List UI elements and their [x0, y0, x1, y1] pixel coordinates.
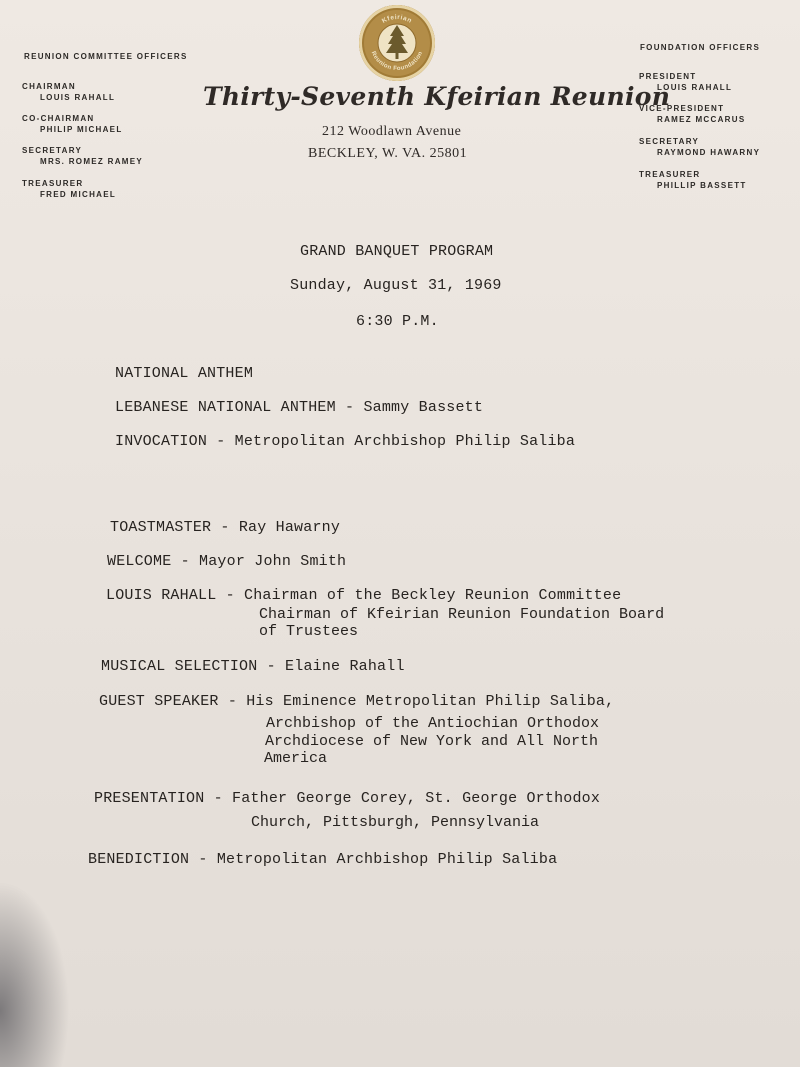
committee-name: LOUIS RAHALL: [40, 93, 116, 102]
committee-role: CO-CHAIRMAN: [22, 114, 95, 123]
address-city: BECKLEY, W. VA. 25801: [308, 146, 468, 161]
program-item-detail: Archdiocese of New York and All North: [265, 733, 599, 750]
committee-heading: REUNION COMMITTEE OFFICERS: [24, 52, 188, 61]
foundation-role: PRESIDENT: [639, 72, 697, 81]
program-item: LEBANESE NATIONAL ANTHEM - Sammy Bassett: [115, 399, 484, 416]
reunion-title: Thirty-Seventh Kfeirian Reunion: [203, 82, 671, 111]
program-item-label: LEBANESE NATIONAL ANTHEM: [115, 399, 336, 416]
seal-bottom-text: Reunion Foundation: [369, 50, 425, 73]
foundation-role: TREASURER: [639, 170, 701, 179]
foundation-seal: [359, 5, 435, 81]
program-item-detail: Church, Pittsburgh, Pennsylvania: [251, 814, 540, 831]
foundation-role: SECRETARY: [639, 137, 700, 146]
seal-top-text: Kfeirian: [380, 13, 414, 25]
program-item-label: INVOCATION: [115, 433, 208, 450]
address-street: 212 Woodlawn Avenue: [322, 124, 462, 139]
program-item-detail: Sammy Bassett: [363, 399, 484, 416]
program-item-detail: Mayor John Smith: [199, 553, 347, 570]
program-item-label: LOUIS RAHALL: [106, 587, 217, 604]
program-item-detail: Chairman of Kfeirian Reunion Foundation Board: [259, 606, 665, 623]
committee-role: SECRETARY: [22, 146, 83, 155]
program-item-detail: His Eminence Metropolitan Philip Saliba,: [246, 693, 615, 710]
program-item-detail: America: [264, 750, 328, 767]
program-time: 6:30 P.M.: [356, 313, 439, 330]
program-item: WELCOME - Mayor John Smith: [107, 553, 347, 570]
program-item-detail: Elaine Rahall: [285, 658, 405, 675]
foundation-role: VICE-PRESIDENT: [639, 104, 725, 113]
program-item-detail: Metropolitan Archbishop Philip Saliba: [234, 433, 576, 450]
program-item: BENEDICTION - Metropolitan Archbishop Philip Saliba: [88, 851, 558, 868]
program-item: PRESENTATION - Father George Corey, St. George Orthodox: [94, 790, 601, 807]
program-item-label: NATIONAL ANTHEM: [115, 365, 254, 382]
photo-shadow: [0, 880, 70, 1067]
program-item: TOASTMASTER - Ray Hawarny: [110, 519, 341, 536]
foundation-name: PHILLIP BASSETT: [657, 181, 747, 190]
program-item-label: PRESENTATION: [94, 790, 205, 807]
program-item: GUEST SPEAKER - His Eminence Metropolitan Philip Saliba,: [99, 693, 615, 710]
committee-name: PHILIP MICHAEL: [40, 125, 123, 134]
foundation-name: RAYMOND HAWARNY: [657, 148, 761, 157]
program-item: INVOCATION - Metropolitan Archbishop Philip Saliba: [115, 433, 576, 450]
program-item-label: WELCOME: [107, 553, 172, 570]
program-item: LOUIS RAHALL - Chairman of the Beckley Reunion Committee: [106, 587, 622, 604]
committee-role: CHAIRMAN: [22, 82, 76, 91]
program-item-label: MUSICAL SELECTION: [101, 658, 258, 675]
foundation-name: RAMEZ MCCARUS: [657, 115, 746, 124]
svg-text:Kfeirian: [381, 14, 413, 25]
program-item-detail: Father George Corey, St. George Orthodox: [232, 790, 601, 807]
program-item-label: TOASTMASTER: [110, 519, 212, 536]
program-item-detail: Metropolitan Archbishop Philip Saliba: [216, 851, 558, 868]
program-item-label: BENEDICTION: [88, 851, 190, 868]
foundation-name: LOUIS RAHALL: [657, 83, 733, 92]
program-item: MUSICAL SELECTION - Elaine Rahall: [101, 658, 405, 675]
committee-name: MRS. ROMEZ RAMEY: [40, 157, 144, 166]
program-title: GRAND BANQUET PROGRAM: [300, 243, 494, 260]
program-date: Sunday, August 31, 1969: [290, 277, 502, 294]
seal-graphic: [359, 5, 435, 81]
committee-role: TREASURER: [22, 179, 84, 188]
program-item-detail: Ray Hawarny: [238, 519, 341, 536]
committee-name: FRED MICHAEL: [40, 190, 117, 199]
program-item-label: GUEST SPEAKER: [99, 693, 219, 710]
foundation-heading: FOUNDATION OFFICERS: [640, 43, 761, 52]
program-item-detail: Chairman of the Beckley Reunion Committee: [244, 587, 622, 604]
program-item-detail: Archbishop of the Antiochian Orthodox: [266, 715, 600, 732]
program-item-detail: of Trustees: [259, 623, 359, 640]
